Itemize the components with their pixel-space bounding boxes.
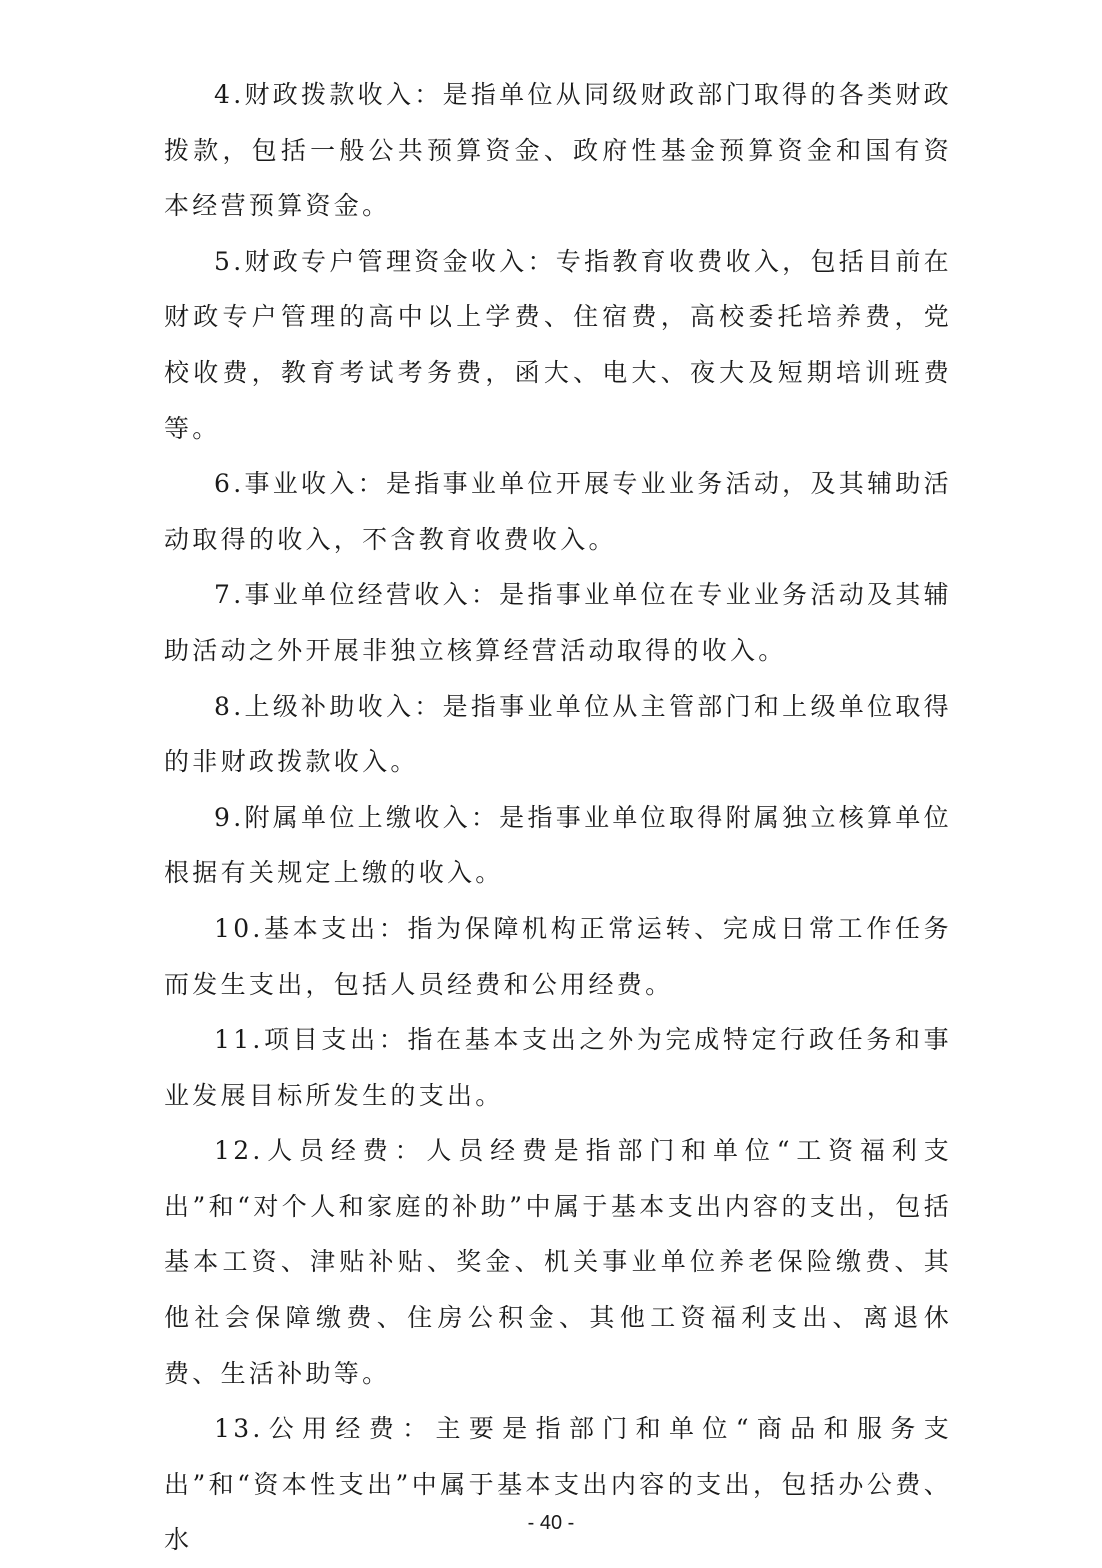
paragraph-5-special-account-income: 5.财政专户管理资金收入：专指教育收费收入，包括目前在财政专户管理的高中以上学费、住宿费，高校委托培养费，党校收费，教育考试考务费，函大、电大、夜大及短期培训班费等。	[164, 246, 952, 443]
paragraph-12-personnel-expenses: 12.人员经费：人员经费是指部门和单位“工资福利支出”和“对个人和家庭的补助”中属于基本支出内容的支出，包括基本工资、津贴补贴、奖金、机关事业单位养老保险缴费、其他社会保障缴费、住房公积金、其他工资福利支出、离退休费、生活补助等。	[164, 1136, 952, 1388]
paragraph-7-operating-income: 7.事业单位经营收入：是指事业单位在专业业务活动及其辅助活动之外开展非独立核算经营活动取得的收入。	[164, 580, 952, 665]
paragraph-10-basic-expenditure: 10.基本支出：指为保障机构正常运转、完成日常工作任务而发生支出，包括人员经费和公用经费。	[164, 913, 952, 999]
paragraph-8-superior-subsidy-income: 8.上级补助收入：是指事业单位从主管部门和上级单位取得的非财政拨款收入。	[164, 691, 952, 777]
paragraph-13-public-expenses: 13.公用经费：主要是指部门和单位“商品和服务支出”和“资本性支出”中属于基本支出内容的支出，包括办公费、水	[164, 1414, 952, 1555]
paragraph-6-business-income: 6.事业收入：是指事业单位开展专业业务活动，及其辅助活动取得的收入，不含教育收费收入。	[164, 469, 952, 554]
paragraph-9-affiliated-unit-income: 9.附属单位上缴收入：是指事业单位取得附属独立核算单位根据有关规定上缴的收入。	[164, 802, 952, 888]
paragraph-11-project-expenditure: 11.项目支出：指在基本支出之外为完成特定行政任务和事业发展目标所发生的支出。	[164, 1025, 952, 1110]
paragraph-4-fiscal-appropriation-income: 4.财政拨款收入：是指单位从同级财政部门取得的各类财政拨款，包括一般公共预算资金、政府性基金预算资金和国有资本经营预算资金。	[164, 80, 952, 221]
page-number: - 40 -	[527, 1512, 575, 1534]
document-body	[164, 67, 952, 1568]
